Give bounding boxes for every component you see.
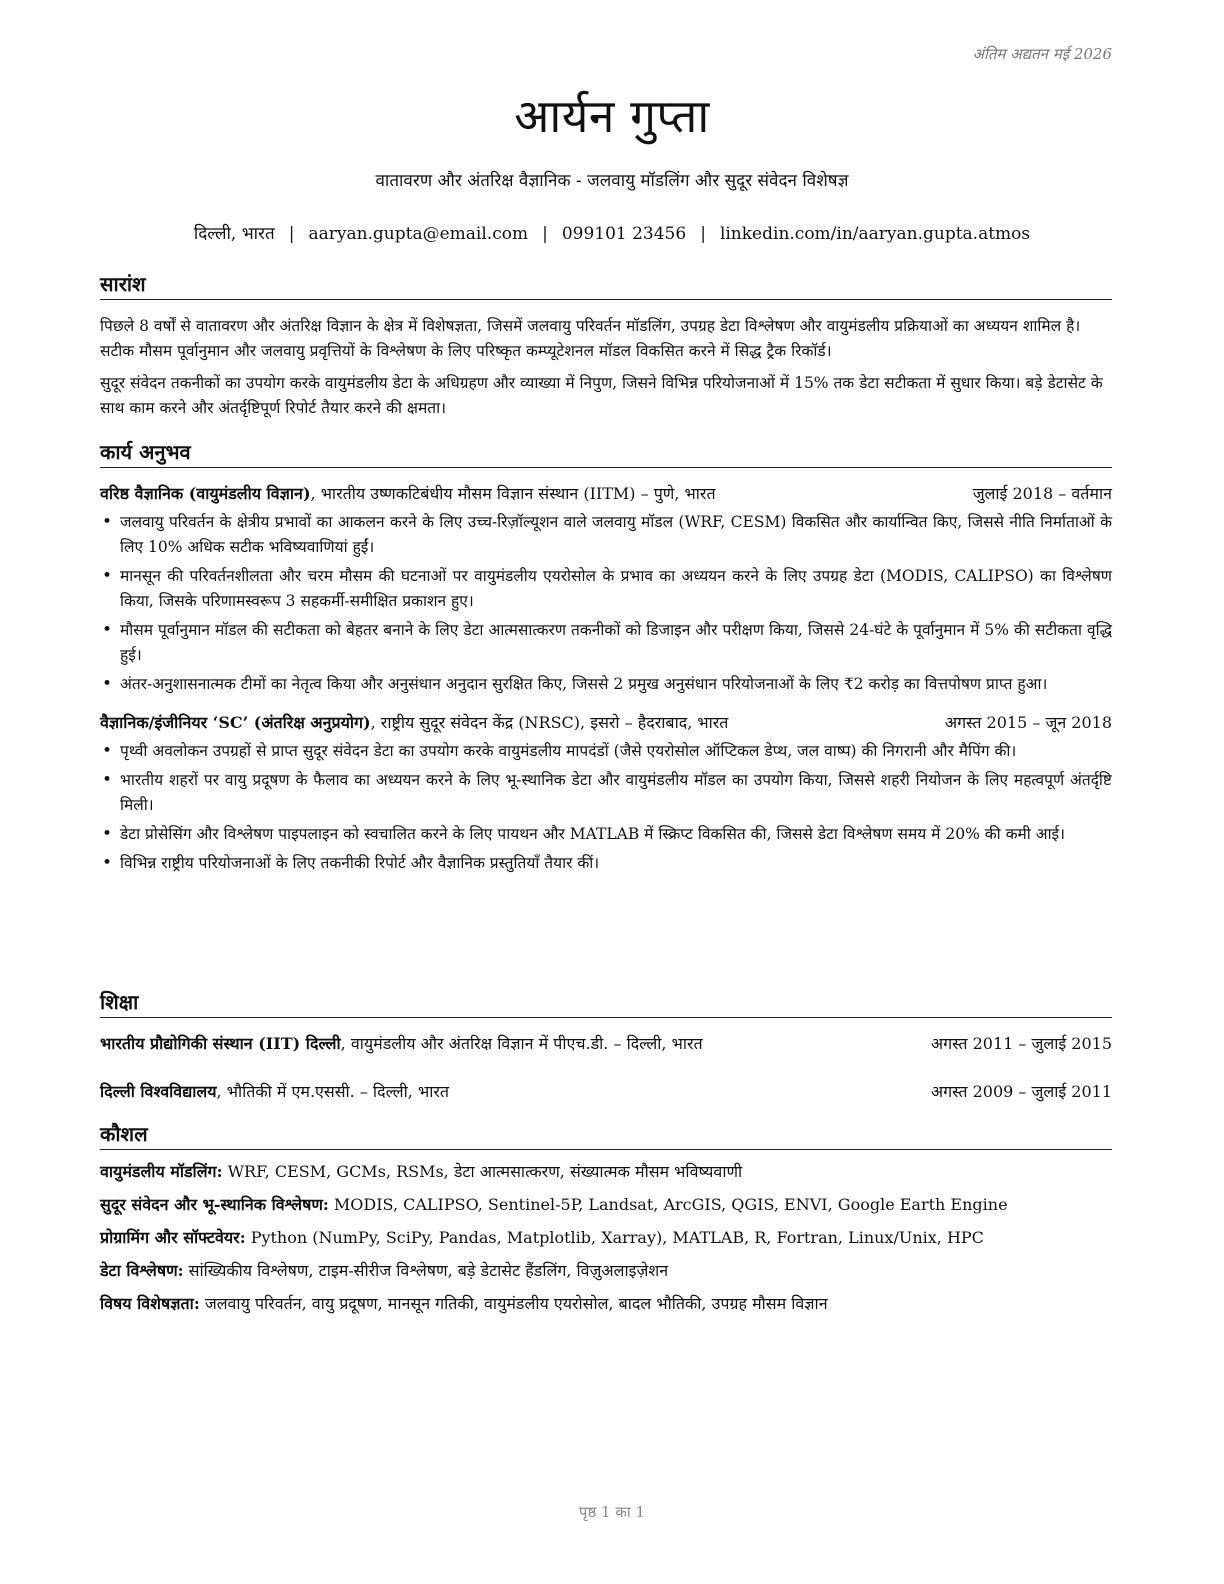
job-title: वैज्ञानिक/इंजीनियर ‘SC’ (अंतरिक्ष अनुप्रयोग) [100,713,371,732]
job-entry [100,711,1112,876]
job-bullet: • विभिन्न राष्ट्रीय परियोजनाओं के लिए तकनीकी रिपोर्ट और वैज्ञानिक प्रस्तुतियाँ तैयार कीं। [100,851,1112,876]
skill-label: सुदूर संवेदन और भू-स्थानिक विश्लेषण: [100,1195,329,1214]
job-dates: अगस्त 2015 – जून 2018 [944,713,1112,732]
education-detail: , वायुमंडलीय और अंतरिक्ष विज्ञान में पीएच.डी. – दिल्ली, भारत [340,1034,703,1053]
job-bullet: • मानसून की परिवर्तनशीलता और चरम मौसम की घटनाओं पर वायुमंडलीय एयरोसोल के प्रभाव का अध्ययन करने के लिए उपग्रह डेटा (MODIS, CALIPSO) का विश्लेषण किया, जिसके परिणामस्वरूप 3 सहकर्मी-समीक्षित प्रकाशन हुए। [100,564,1112,614]
skill-value: जलवायु परिवर्तन, वायु प्रदूषण, मानसून गतिकी, वायुमंडलीय एयरोसोल, बादल भौतिकी, उपग्रह मौसम विज्ञान [199,1294,828,1313]
skill-row [100,1195,1112,1215]
summary-section [100,270,1112,421]
candidate-name: आर्यन गुप्ता [514,89,710,143]
education-entry [100,1080,1112,1102]
job-bullet: • पृथ्वी अवलोकन उपग्रहों से प्राप्त सुदूर संवेदन डेटा का उपयोग करके वायुमंडलीय मापदंडों (जैसे एयरोसोल ऑप्टिकल डेप्थ, जल वाष्प) की निगरानी और मैपिंग की। [100,739,1112,764]
contact-location: दिल्ली, भारत [193,224,275,244]
skill-label: प्रोग्रामिंग और सॉफ्टवेयर: [100,1228,246,1247]
summary-paragraph: सुदूर संवेदन तकनीकों का उपयोग करके वायुमंडलीय डेटा के अधिग्रहण और व्याख्या में निपुण, जिसने विभिन्न परियोजनाओं में 15% तक डेटा सटीकता में सुधार किया। बड़े डेटासेट के साथ काम करने और अंतर्दृष्टिपूर्ण रिपोर्ट तैयार करने की क्षमता। [100,374,1103,417]
job-title: वरिष्ठ वैज्ञानिक (वायुमंडलीय विज्ञान) [100,484,311,503]
job-bullets [100,739,1112,876]
skill-row [100,1228,1112,1248]
candidate-subtitle: वातावरण और अंतरिक्ष वैज्ञानिक - जलवायु मॉडलिंग और सुदूर संवेदन विशेषज्ञ [375,171,849,191]
skill-value: MODIS, CALIPSO, Sentinel-5P, Landsat, ArcGIS, QGIS, ENVI, Google Earth Engine [328,1195,1008,1214]
education-entry [100,1032,1112,1054]
education-institution: दिल्ली विश्वविद्यालय [100,1082,217,1101]
job-bullet: • भारतीय शहरों पर वायु प्रदूषण के फैलाव का अध्ययन करने के लिए भू-स्थानिक डेटा और वायुमंडलीय मॉडल का उपयोग किया, जिससे शहरी नियोजन के लिए महत्वपूर्ण अंतर्दृष्टि मिली। [100,768,1112,818]
job-entry [100,482,1112,697]
skill-row [100,1294,1112,1314]
contact-linkedin[interactable]: linkedin.com/in/aaryan.gupta.atmos [719,224,1031,244]
skill-row [100,1162,1112,1182]
contact-email[interactable]: aaryan.gupta@email.com [308,224,529,244]
job-bullet: • मौसम पूर्वानुमान मॉडल की सटीकता को बेहतर बनाने के लिए डेटा आत्मसात्करण तकनीकों को डिजाइन और परीक्षण किया, जिससे 24-घंटे के पूर्वानुमान में 5% की सटीकता वृद्धि हुई। [100,618,1112,668]
skill-value: सांख्यिकीय विश्लेषण, टाइम-सीरीज विश्लेषण, बड़े डेटासेट हैंडलिंग, विज़ुअलाइज़ेशन [183,1261,669,1280]
education-detail: , भौतिकी में एम.एससी. – दिल्ली, भारत [216,1082,450,1101]
job-bullet: • अंतर-अनुशासनात्मक टीमों का नेतृत्व किया और अनुसंधान अनुदान सुरक्षित किए, जिससे 2 प्रमुख अनुसंधान परियोजनाओं के लिए ₹2 करोड़ का वित्तपोषण प्राप्त हुआ। [100,672,1112,697]
education-section [100,988,1112,1102]
page-number: पृष्ठ 1 का 1 [578,1503,646,1521]
job-organization: , भारतीय उष्णकटिबंधीय मौसम विज्ञान संस्थान (IITM) – पुणे, भारत [310,484,716,503]
skills-section [100,1120,1112,1314]
contact-separator: | [700,224,706,244]
skill-value: Python (NumPy, SciPy, Pandas, Matplotlib, Xarray), MATLAB, R, Fortran, Linux/Unix, HPC [245,1228,984,1247]
skill-label: विषय विशेषज्ञता: [100,1294,200,1313]
contact-phone[interactable]: 099101 23456 [561,224,687,244]
job-bullet: • डेटा प्रोसेसिंग और विश्लेषण पाइपलाइन को स्वचालित करने के लिए पायथन और MATLAB में स्क्रिप्ट विकसित की, जिससे डेटा विश्लेषण समय में 20% की कमी आई। [100,822,1112,847]
job-header [100,711,1112,733]
contact-line [0,221,1224,244]
skill-label: डेटा विश्लेषण: [100,1261,184,1280]
job-bullet: • जलवायु परिवर्तन के क्षेत्रीय प्रभावों का आकलन करने के लिए उच्च-रिज़ॉल्यूशन वाले जलवायु मॉडल (WRF, CESM) विकसित और कार्यान्वित किए, जिससे नीति निर्माताओं के लिए 10% अधिक सटीक भविष्यवाणियां हुईं। [100,510,1112,560]
last-updated: अंतिम अद्यतन मई 2026 [972,45,1112,63]
experience-section [100,438,1112,880]
skill-value: WRF, CESM, GCMs, RSMs, डेटा आत्मसात्करण, संख्यात्मक मौसम भविष्यवाणी [222,1162,743,1181]
education-dates: अगस्त 2009 – जुलाई 2011 [930,1082,1112,1101]
job-header [100,482,1112,504]
section-heading-experience: कार्य अनुभव [100,438,1112,468]
section-heading-education: शिक्षा [100,988,1112,1018]
job-dates: जुलाई 2018 – वर्तमान [972,484,1112,503]
contact-separator: | [288,224,295,244]
section-heading-summary: सारांश [100,270,1112,300]
job-bullets [100,510,1112,697]
skill-row [100,1261,1112,1281]
education-institution: भारतीय प्रौद्योगिकी संस्थान (IIT) दिल्ली [100,1034,341,1053]
section-heading-skills: कौशल [100,1120,1112,1150]
skill-label: वायुमंडलीय मॉडलिंग: [100,1162,223,1181]
job-organization: , राष्ट्रीय सुदूर संवेदन केंद्र (NRSC), इसरो – हैदराबाद, भारत [370,713,729,732]
summary-paragraph: पिछले 8 वर्षों से वातावरण और अंतरिक्ष विज्ञान के क्षेत्र में विशेषज्ञता, जिसमें जलवायु परिवर्तन मॉडलिंग, उपग्रह डेटा विश्लेषण और वायुमंडलीय प्रक्रियाओं का अध्ययन शामिल है। सटीक मौसम पूर्वानुमान और जलवायु प्रवृत्तियों के विश्लेषण के लिए परिष्कृत कम्प्यूटेशनल मॉडल विकसित करने में सिद्ध ट्रैक रिकॉर्ड। [100,317,1081,360]
skills-list [100,1162,1112,1314]
contact-separator: | [542,224,548,244]
education-dates: अगस्त 2011 – जुलाई 2015 [930,1034,1112,1053]
